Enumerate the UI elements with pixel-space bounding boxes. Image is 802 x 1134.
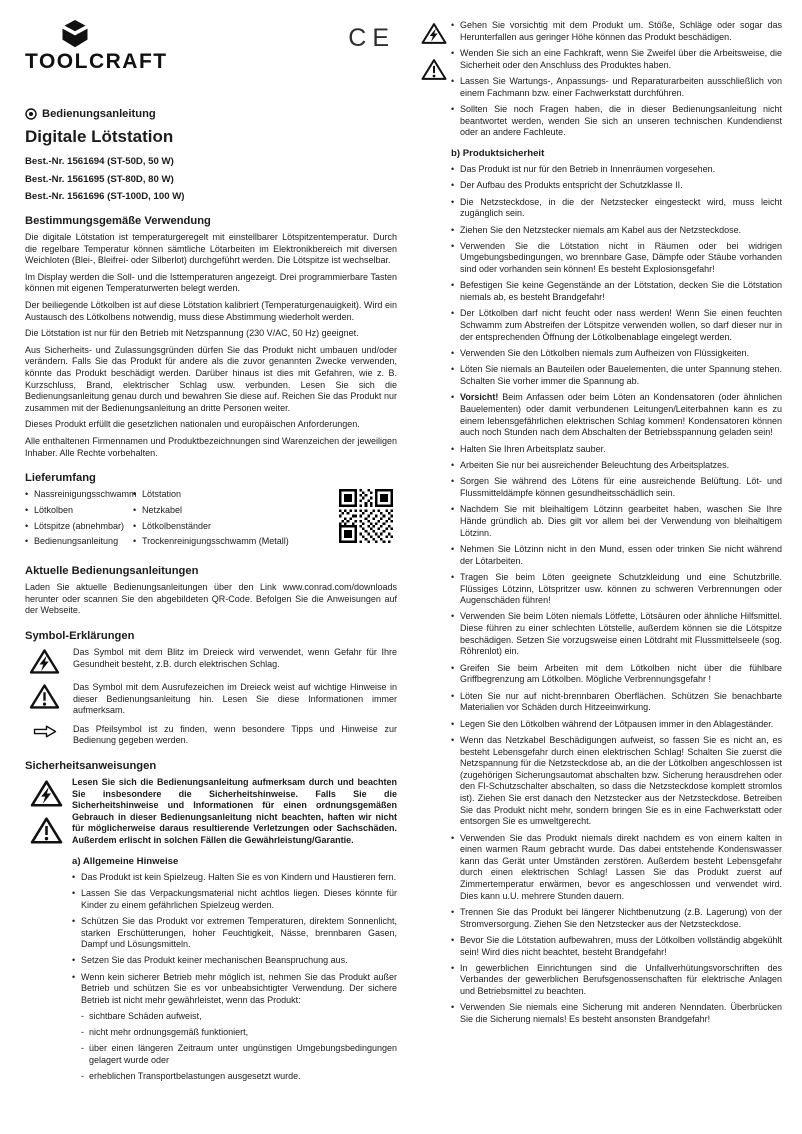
list-item: • Legen Sie den Lötkolben während der Lötpausen immer in den Ablageständer.	[451, 719, 782, 731]
symbol-explanation-row	[25, 682, 397, 717]
delivery-contents	[25, 489, 397, 552]
symbol-arrow-text: Das Pfeilsymbol ist zu finden, wenn besondere Tipps und Hinweise zur Bedienung gegeben werden.	[73, 723, 397, 746]
list-item: • Tragen Sie beim Löten geeignete Schutzkleidung und eine Schutzbrille. Flüssiges Lötzinn, Lötspritzer usw. können zu schweren Verbrennungen oder Augenschäden führen!	[451, 572, 782, 607]
list-item: • Verwenden Sie beim Löten niemals Lötfette, Lötsäuren oder ähnliche Hilfsmittel. Diese führen zu einer schlechten Lötstelle, außerdem können sie die Lötspitze beschädigen. Setzen Sie vorzugsweise einen Lötdraht mit Flussmittelseele (sog. Röhrenlot) ein.	[451, 611, 782, 657]
arrow-icon	[25, 724, 64, 738]
order-number: Best.-Nr. 1561696 (ST-100D, 100 W)	[25, 191, 185, 202]
list-item: • Wenn das Netzkabel Beschädigungen aufweist, so fassen Sie es nicht an, es besteht Lebensgefahr durch einen elektrischen Schlag! Schalten Sie zuerst die Netzspannung für die Netzsteckdose ab, an die der Lötkolben angeschlossen ist (zugehörigen Sicherungsautomat abschalten bzw. Sicherung herausdrehen oder den FI-Schutzschalter abschalten, so dass die Netzsteckdose komplett stromlos ist). Ziehen Sie erst danach den Netzstecker aus der Netzsteckdose. Betreiben Sie das Produkt nicht mehr, sondern bringen Sie es in eine Fachwerkstatt oder entsorgen Sie es umweltgerecht.	[451, 735, 782, 828]
list-item: • Bevor Sie die Lötstation aufbewahren, muss der Lötkolben vollständig abgekühlt sein! Wird dies nicht beachtet, besteht Brandgefahr!	[451, 935, 782, 958]
warning-prefix: Vorsicht!	[460, 392, 499, 403]
subsection-heading-general: a) Allgemeine Hinweise	[72, 855, 179, 867]
paragraph: Der beiliegende Lötkolben ist auf diese Lötstation kalibriert (Temperaturgenauigkeit). Wird ein Austausch des Lötkolbens notwendig, muss diese Abstimmung wiederholt werden.	[25, 299, 397, 322]
page-title: Digitale Lötstation	[25, 127, 174, 146]
list-item: • Nehmen Sie Lötzinn nicht in den Mund, essen oder trinken Sie nicht während der Lötarbeiten.	[451, 544, 782, 567]
exclamation-triangle-icon	[30, 816, 63, 845]
section-heading-delivery: Lieferumfang	[25, 472, 96, 485]
delivery-list-col1	[25, 489, 137, 552]
list-item: • Sollten Sie noch Fragen haben, die in dieser Bedienungsanleitung nicht beantwortet werden, wenden Sie sich an unseren technischen Kundendienst oder an andere Fachleute.	[451, 104, 782, 139]
list-item: • Das Produkt ist nur für den Betrieb in Innenräumen vorgesehen.	[451, 164, 782, 176]
list-item	[451, 392, 782, 438]
list-item: • Verwenden Sie den Lötkolben niemals zum Aufheizen von Flüssigkeiten.	[451, 348, 782, 360]
manuals-text: Laden Sie aktuelle Bedienungsanleitungen über den Link www.conrad.com/downloads herunter oder scannen Sie den abgebildeten QR-Code. Befolgen Sie die Anweisungen auf der Webseite.	[25, 582, 397, 616]
list-item: • Lötstation	[133, 489, 301, 501]
right-column	[421, 20, 782, 1128]
section-heading-intended-use: Bestimmungsgemäße Verwendung	[25, 215, 211, 227]
list-item: • Wenden Sie sich an eine Fachkraft, wenn Sie Zweifel über die Arbeitsweise, die Sicherheit oder den Anschluss des Produktes haben.	[451, 48, 782, 71]
list-item: • Lötspitze (abnehmbar)	[25, 521, 133, 533]
list-item: - über einen längeren Zeitraum unter ungünstigen Umgebungsbedingungen gelagert wurde oder	[81, 1043, 397, 1066]
list-item: • Schützen Sie das Produkt vor extremen Temperaturen, direktem Sonnenlicht, starken Erschütterungen, hoher Feuchtigkeit, Nässe, brennbaren Gasen, Dampf und Lösungsmitteln.	[72, 916, 397, 951]
read-instructions-icon	[25, 108, 37, 120]
section-heading-symbols: Symbol-Erklärungen	[25, 630, 135, 642]
list-item: • Nassreinigungsschwamm	[25, 489, 133, 501]
list-item: • Lassen Sie das Verpackungsmaterial nicht achtlos liegen. Dieses könnte für Kinder zu einem gefährlichen Spielzeug werden.	[72, 888, 397, 911]
symbol-explanation-row	[25, 724, 397, 747]
list-item: • Lötkolben	[25, 505, 133, 517]
safety-intro-text: Lesen Sie sich die Bedienungsanleitung aufmerksam durch und beachten Sie insbesondere die Sicherheitshinweise. Falls Sie die Sicherheitshinweise und Informationen für einen ordnungsgemäßen Gebrauch in dieser Bedienungsanleitung nicht beachten, haften wir nicht für möglicherweise daraus resultierende Verletzungen oder Sachschäden. Außerdem erlischt in solchen Fällen die Gewährleistung/Garantie.	[72, 776, 397, 845]
symbol-lightning-text: Das Symbol mit dem Blitz im Dreieck wird verwendet, wenn Gefahr für Ihre Gesundheit besteht, z.B. durch elektrischen Schlag.	[73, 647, 397, 669]
list-item: • Wenn kein sicherer Betrieb mehr möglich ist, nehmen Sie das Produkt außer Betrieb und schützen Sie es vor unbeabsichtigter Verwendung. Der sichere Betrieb ist nicht mehr gewährleistet, wenn das Produkt:	[72, 972, 397, 1007]
list-item: • In gewerblichen Einrichtungen sind die Unfallverhütungsvorschriften des Verbandes der gewerblichen Berufsgenossenschaften für elektrische Anlagen und Betriebsmittel zu beachten.	[451, 963, 782, 998]
order-number: Best.-Nr. 1561695 (ST-80D, 80 W)	[25, 173, 174, 185]
list-item: • Verwenden Sie das Produkt niemals direkt nachdem es von einem kalten in einen warmen Raum gebracht wurde. Das dabei entstehende Kondenswasser kann das Gerät unter Umständen zerstören. Außerdem besteht Lebensgefahr durch einen elektrischen Schlag! Lassen Sie das Produkt zuerst auf Zimmertemperatur erwärmen, bevor es angeschlossen und verwendet wird. Dies kann u.U. mehrere Stunden dauern.	[451, 833, 782, 903]
safety-instructions	[25, 777, 397, 1083]
symbol-explanation-row	[25, 647, 397, 675]
doc-type-label: Bedienungsanleitung	[42, 108, 156, 120]
lightning-triangle-icon	[421, 22, 447, 45]
doc-type-line	[25, 108, 397, 120]
subsection-heading-product-safety: b) Produktsicherheit	[451, 147, 545, 159]
lightning-triangle-icon	[25, 647, 64, 675]
exclamation-triangle-icon	[421, 58, 447, 81]
paragraph: Die Lötstation ist nur für den Betrieb mit Netzspannung (230 V/AC, 50 Hz) geeignet.	[25, 328, 359, 339]
list-item: • Setzen Sie das Produkt keiner mechanischen Beanspruchung aus.	[72, 955, 397, 967]
brand-header	[25, 20, 397, 94]
general-safety-list-continued	[451, 20, 782, 139]
list-item: • Gehen Sie vorsichtig mit dem Produkt um. Stöße, Schläge oder sogar das Herunterfallen aus geringer Höhe können das Produkt beschädigen.	[451, 20, 782, 43]
order-number: Best.-Nr. 1561694 (ST-50D, 50 W)	[25, 156, 174, 167]
toolcraft-logo-icon	[58, 20, 92, 48]
list-item: • Das Produkt ist kein Spielzeug. Halten Sie es von Kindern und Haustieren fern.	[72, 872, 397, 884]
ce-mark: CE	[348, 24, 395, 52]
safety-warning-icons	[27, 779, 65, 853]
list-item: • Lassen Sie Wartungs-, Anpassungs- und Reparaturarbeiten ausschließlich von einem Fachmann bzw. einer Fachwerkstatt durchführen.	[451, 76, 782, 99]
list-item: • Löten Sie niemals an Bauteilen oder Bauelementen, die unter Spannung stehen. Schalten Sie vorher immer die Spannung ab.	[451, 364, 782, 387]
list-item: • Trennen Sie das Produkt bei längerer Nichtbenutzung (z.B. Lagerung) von der Stromversorgung. Ziehen Sie den Netzstecker aus der Netzsteckdose.	[451, 907, 782, 930]
list-item: • Der Lötkolben darf nicht feucht oder nass werden! Wenn Sie einen feuchten Schwamm zum Abstreifen der Lötspitze verwenden wollen, so darf dieser nur in der entsprechenden Öffnung der Lötkolbenablage eingelegt werden.	[451, 308, 782, 343]
paragraph: Alle enthaltenen Firmennamen und Produktbezeichnungen sind Warenzeichen der jeweiligen Inhaber. Alle Rechte vorbehalten.	[25, 435, 397, 458]
list-item: • Bedienungsanleitung	[25, 536, 133, 548]
list-item: - nicht mehr ordnungsgemäß funktioniert,	[81, 1027, 397, 1039]
general-safety-sublist	[81, 1011, 397, 1082]
product-safety-list	[451, 164, 782, 1026]
paragraph: Die digitale Lötstation ist temperaturgeregelt mit einstellbarer Lötspitzentemperatur. Durch die regelbare Temperatur können sämtliche Lötarbeiten im Elektronikbereich mit diversen Weichloten (Blei-, Bleifrei- oder Silberlot) durchgeführt werden. Die Lötspitze ist wechselbar.	[25, 232, 397, 266]
lightning-triangle-icon	[30, 779, 63, 808]
list-item: • Greifen Sie beim Arbeiten mit dem Lötkolben nicht über die fühlbare Griffbegrenzung am Lötkolben. Mögliche Verbrennungsgefahr !	[451, 663, 782, 686]
list-item: • Sorgen Sie während des Lötens für eine ausreichende Belüftung. Löt- und Flussmitteldämpfe können gesundheitsschädlich sein.	[451, 476, 782, 499]
list-item: • Lötkolbenständer	[133, 521, 301, 533]
list-item: • Befestigen Sie keine Gegenstände an der Lötstation, decken Sie die Lötstation niemals ab, es besteht Brandgefahr!	[451, 280, 782, 303]
list-item: • Ziehen Sie den Netzstecker niemals am Kabel aus der Netzsteckdose.	[451, 225, 782, 237]
brand-wordmark: TOOLCRAFT	[25, 50, 168, 73]
list-item: • Die Netzsteckdose, in die der Netzstecker eingesteckt wird, muss leicht zugänglich sein.	[451, 197, 782, 220]
list-item: • Halten Sie Ihren Arbeitsplatz sauber.	[451, 444, 782, 456]
paragraph: Dieses Produkt erfüllt die gesetzlichen nationalen und europäischen Anforderungen.	[25, 419, 360, 430]
list-item: • Verwenden Sie niemals eine Sicherung mit anderen Nenndaten. Überbrücken Sie die Sicherung niemals! Es besteht ansonsten Brandgefahr!	[451, 1002, 782, 1025]
warning-text: Beim Anfassen oder beim Löten an Kondensatoren (oder ähnlichen Bauelementen) oder damit verbundenen Leitungen/Leiterbahnen kann es zu einem lebensgefährlichen elektrischen Schlag kommen! Kondensatoren können auch noch Stunden nach dem Abschalten der Betriebsspannung geladen sein!	[460, 392, 782, 438]
section-heading-safety: Sicherheitsanweisungen	[25, 759, 157, 772]
list-item: • Trockenreinigungsschwamm (Metall)	[133, 536, 301, 548]
list-item: • Verwenden Sie die Lötstation nicht in Räumen oder bei widrigen Umgebungsbedingungen, wo brennbare Gase, Dämpfe oder Stäube vorhanden sind oder vorhanden sein können! Es besteht Explosionsgefahr!	[451, 241, 782, 276]
left-column	[25, 20, 397, 1128]
delivery-list-col2	[133, 489, 301, 552]
qr-code	[339, 489, 393, 543]
list-item: • Netzkabel	[133, 505, 301, 517]
section-heading-manuals: Aktuelle Bedienungsanleitungen	[25, 565, 199, 578]
list-item: • Löten Sie nur auf nicht-brennbaren Oberflächen. Schützen Sie benachbarte Materialien vor Schäden durch Hitzeeinwirkung.	[451, 691, 782, 714]
paragraph: Im Display werden die Soll- und die Isttemperaturen angezeigt. Drei programmierbare Tasten können mit eigenen Temperaturwerten belegt werden.	[25, 271, 397, 294]
list-item: - erheblichen Transportbelastungen ausgesetzt wurde.	[81, 1071, 397, 1083]
safety-warning-icons	[421, 22, 447, 94]
list-item: • Der Aufbau des Produkts entspricht der Schutzklasse II.	[451, 180, 782, 192]
list-item: • Arbeiten Sie nur bei ausreichender Beleuchtung des Arbeitsplatzes.	[451, 460, 782, 472]
list-item: - sichtbare Schäden aufweist,	[81, 1011, 397, 1023]
symbol-exclamation-text: Das Symbol mit dem Ausrufezeichen im Dreieck weist auf wichtige Hinweise in dieser Bedienungsanleitung hin. Lesen Sie diese Informationen immer aufmerksam.	[73, 682, 397, 716]
general-safety-list	[72, 872, 397, 1007]
exclamation-triangle-icon	[25, 682, 64, 710]
list-item: • Nachdem Sie mit bleihaltigem Lötzinn gearbeitet haben, waschen Sie Ihre Hände gründlich ab. Dies gilt vor allem bei der Verwendung von bleihaltigem Lötzinn.	[451, 504, 782, 539]
paragraph: Aus Sicherheits- und Zulassungsgründen dürfen Sie das Produkt nicht umbauen und/oder verändern. Falls Sie das Produkt für andere als die zuvor genannten Zwecke verwenden, könnte das Produkt beschädigt werden. Darüber hinaus ist dies mit Gefahren, wie z. B. Kurzschluss, Brand, elektrischer Schlag usw. verbunden. Lesen Sie sich die Bedienungsanleitung genau durch und bewahren Sie diese auf. Reichen Sie das Produkt nur zusammen mit der Bedienungsanleitung an dritte Personen weiter.	[25, 344, 397, 413]
